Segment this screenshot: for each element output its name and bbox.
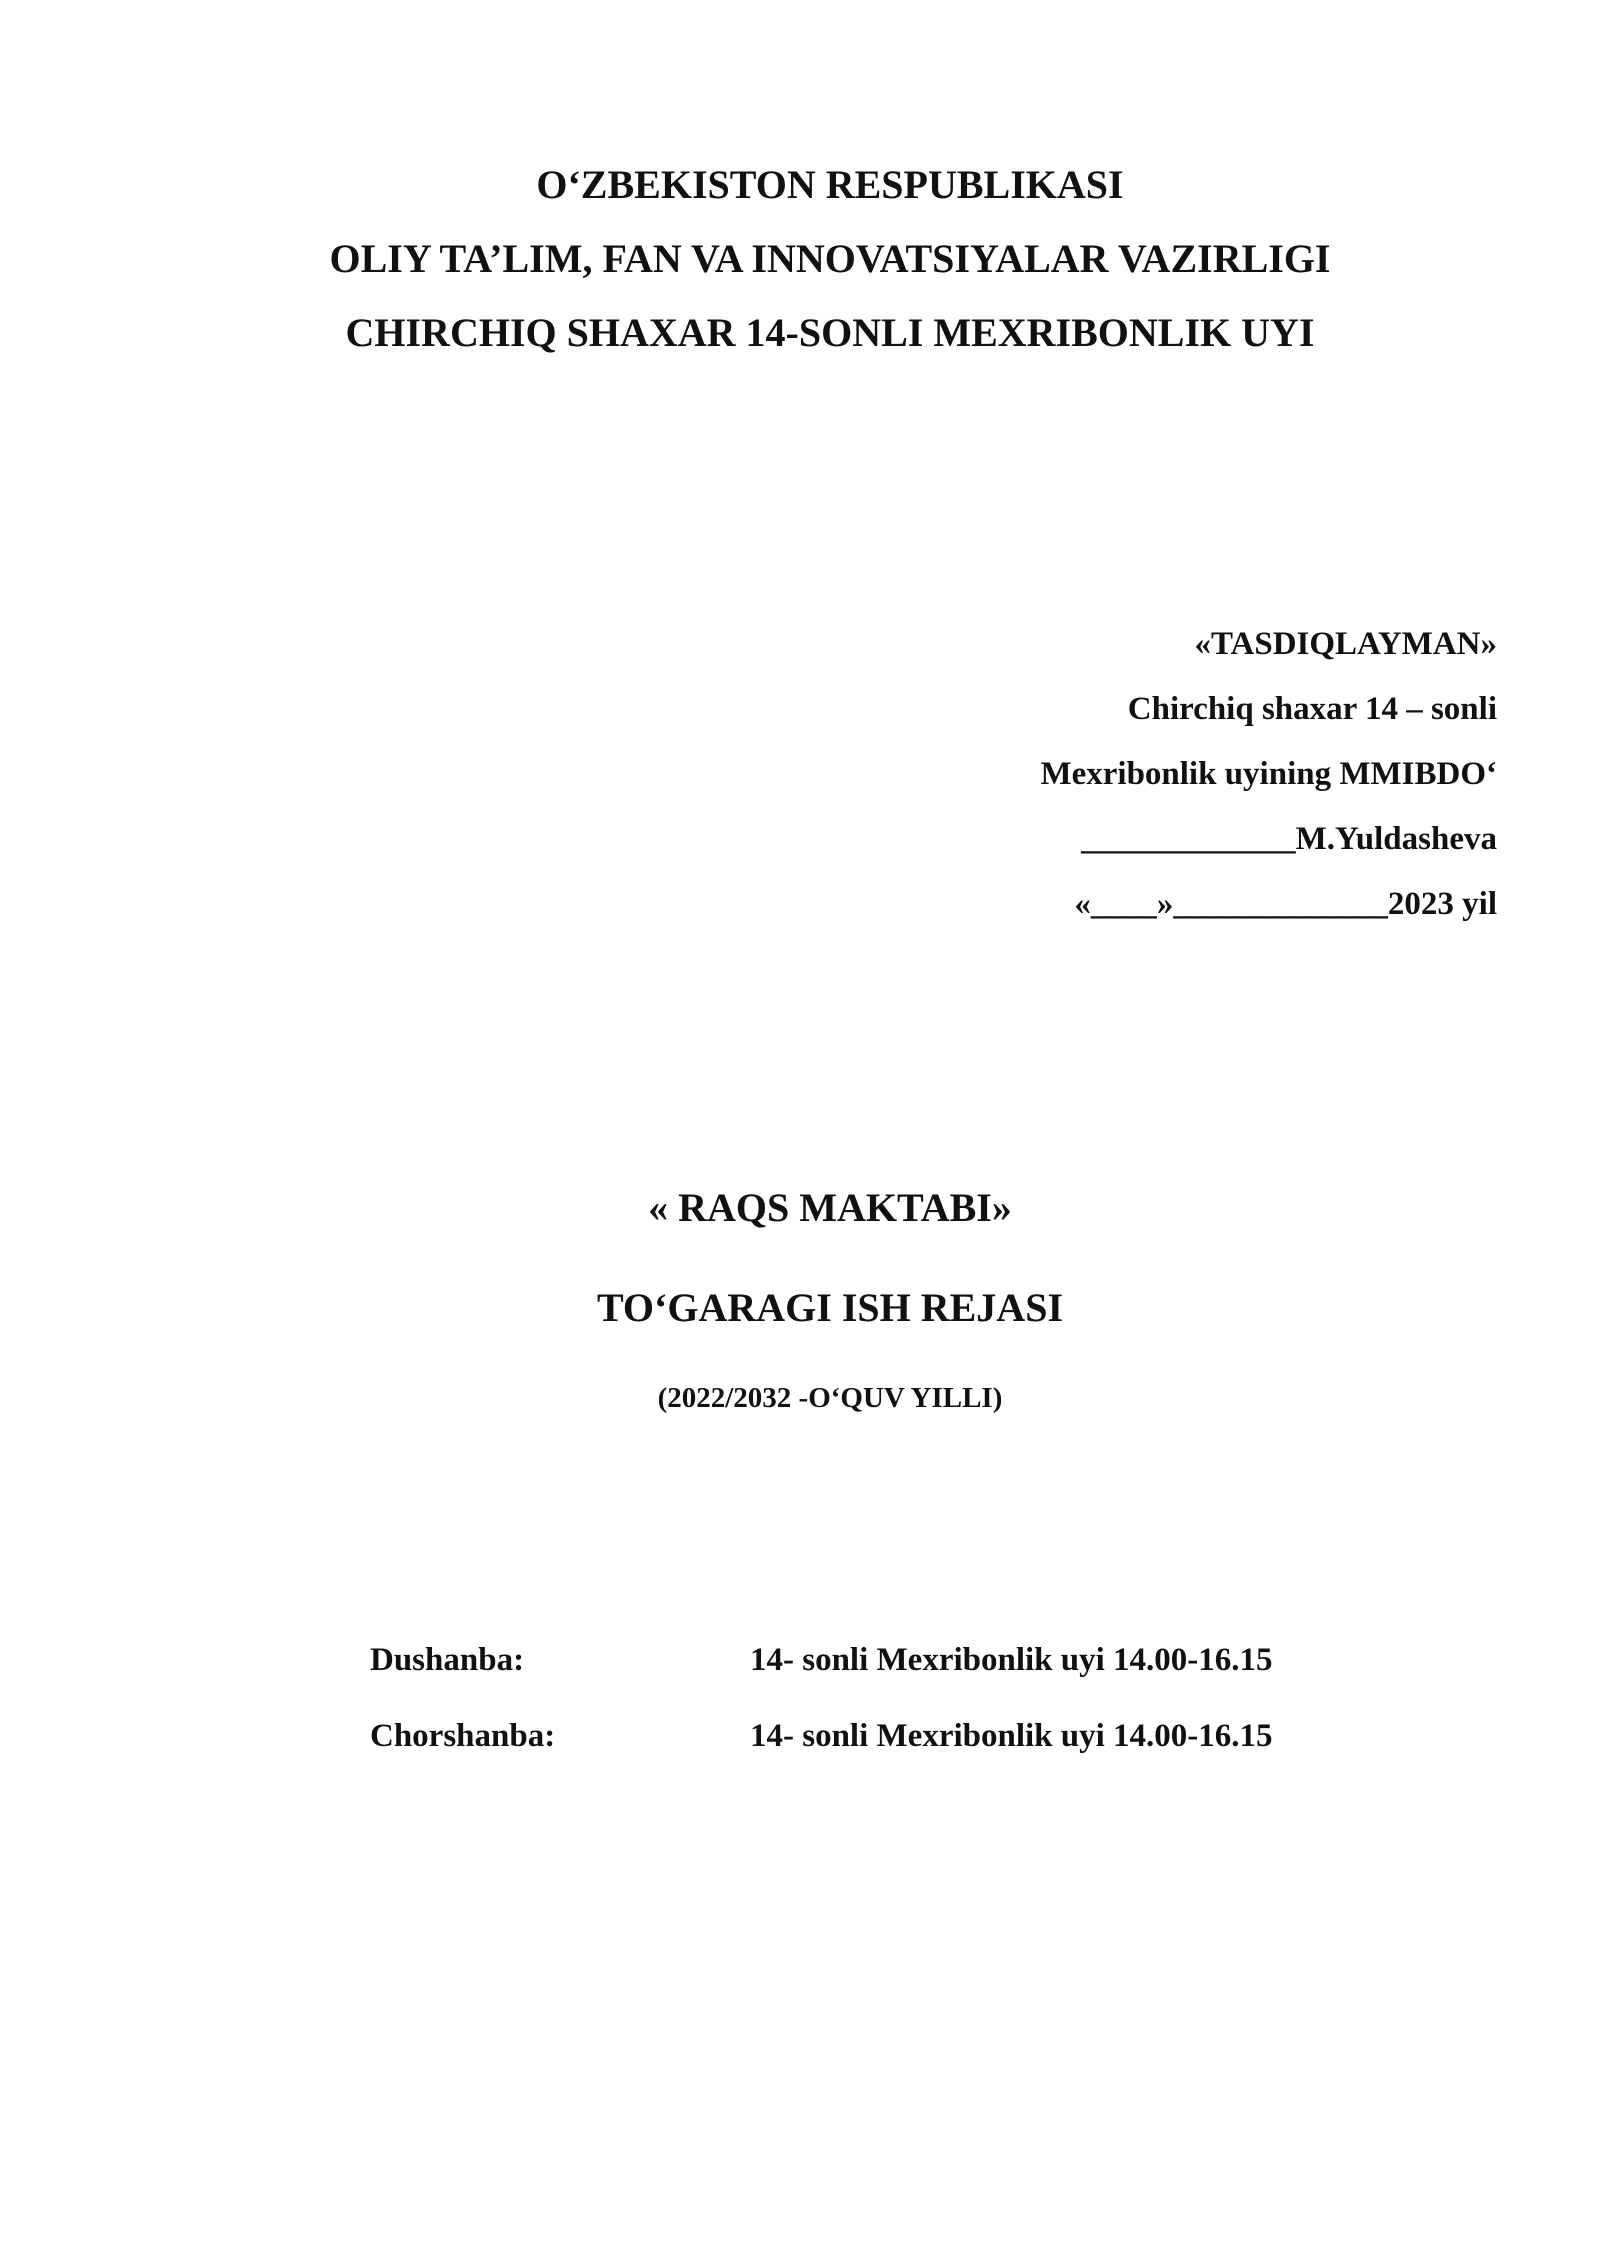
approval-block <box>1040 612 1497 937</box>
document-title: « RAQS MAKTABI» <box>648 1185 1012 1230</box>
header-ministry: OLIY TA’LIM, FAN VA INNOVATSIYALAR VAZIRLIGI <box>329 236 1331 281</box>
schedule-list <box>370 1622 1390 1774</box>
document-header <box>0 148 1600 370</box>
approval-heading: «TASDIQLAYMAN» <box>1194 626 1497 662</box>
approval-position-line: Mexribonlik uyining MMIBDO‘ <box>1040 756 1497 792</box>
schedule-day: Chorshanba: <box>370 1718 556 1754</box>
schedule-row <box>370 1622 1390 1698</box>
schedule-place-time: 14- sonli Mexribonlik uyi 14.00-16.15 <box>750 1718 1273 1754</box>
approval-org-line: Chirchiq shaxar 14 – sonli <box>1127 691 1497 727</box>
academic-year: (2022/2032 -O‘QUV YILLI) <box>657 1382 1003 1414</box>
schedule-row <box>370 1698 1390 1774</box>
document-subtitle: TO‘GARAGI ISH REJASI <box>596 1285 1064 1330</box>
document-title-block <box>0 1178 1600 1418</box>
schedule-place-time: 14- sonli Mexribonlik uyi 14.00-16.15 <box>750 1642 1273 1678</box>
header-country: O‘ZBEKISTON RESPUBLIKASI <box>536 162 1124 207</box>
header-institution: CHIRCHIQ SHAXAR 14-SONLI MEXRIBONLIK UYI <box>345 310 1315 355</box>
approval-signature-line: _____________M.Yuldasheva <box>1081 821 1497 857</box>
approval-date-line: «____»_____________2023 yil <box>1074 886 1497 922</box>
schedule-day: Dushanba: <box>370 1642 525 1678</box>
